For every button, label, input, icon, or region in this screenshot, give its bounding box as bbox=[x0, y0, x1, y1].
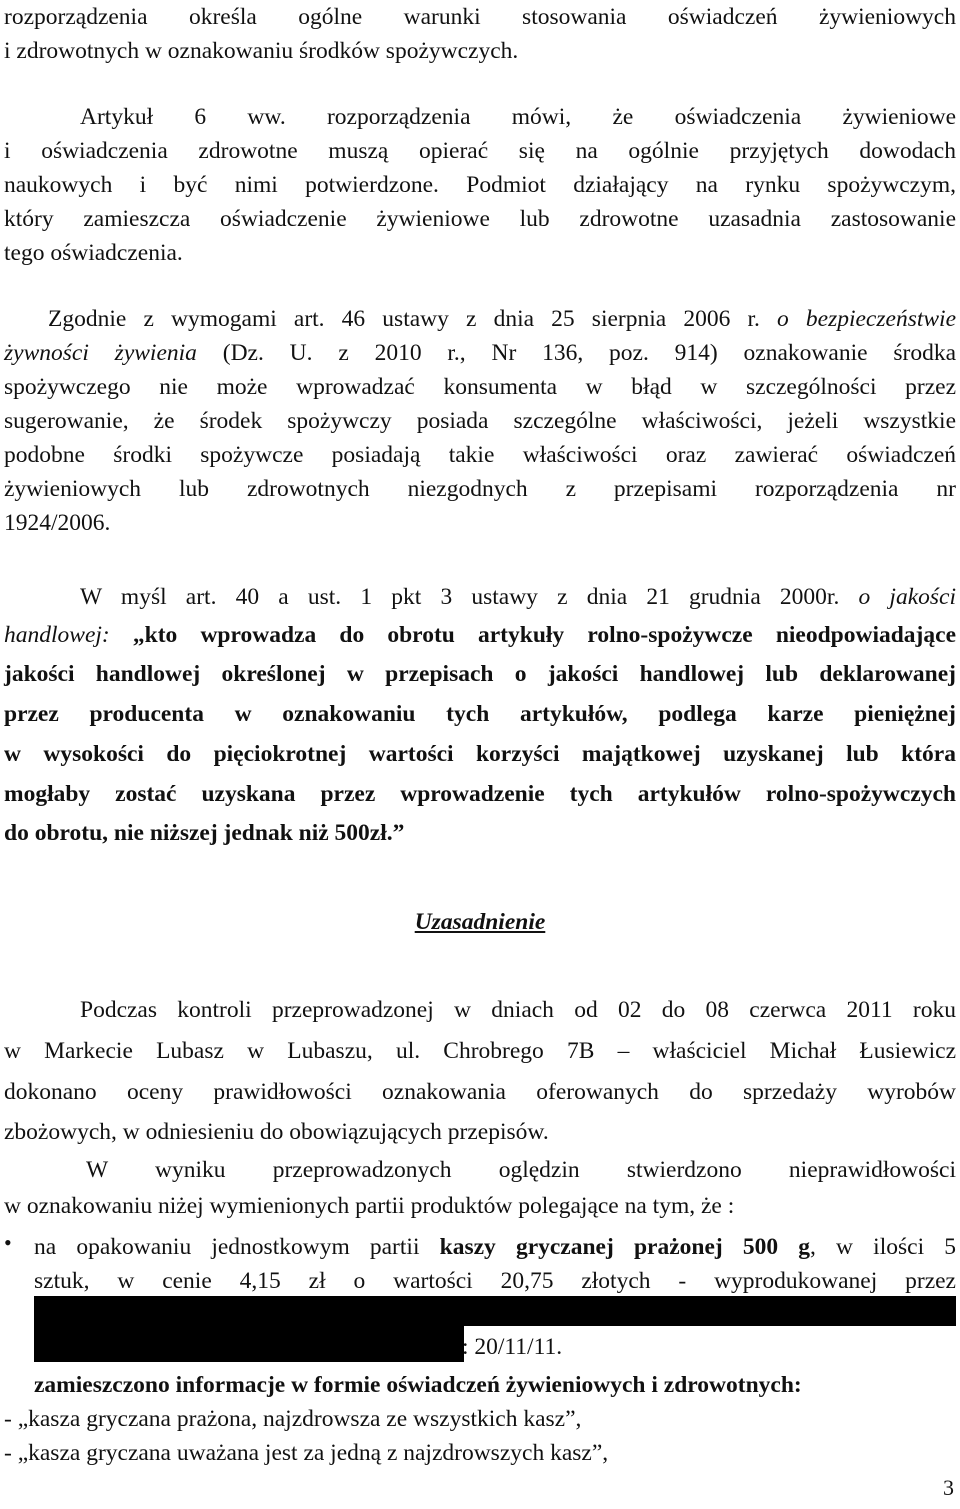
paragraph-line: dokonano oceny prawidłowości oznakowania oferowanych do sprzedaży wyrobów bbox=[4, 1079, 956, 1105]
paragraph-line: 1924/2006. bbox=[4, 510, 111, 536]
paragraph-line bbox=[48, 302, 956, 336]
list-item-line bbox=[34, 1230, 956, 1264]
paragraph-line: W wyniku przeprowadzonych oględzin stwierdzono nieprawidłowości bbox=[86, 1157, 956, 1183]
bold-text-run: „kto wprowadza do obrotu artykuły rolno-spożywcze nieodpowiadające bbox=[109, 622, 956, 648]
paragraph-line: tego oświadczenia. bbox=[4, 240, 183, 266]
list-item-line: zamieszczono informacje w formie oświadczeń żywieniowych i zdrowotnych: bbox=[34, 1372, 802, 1398]
paragraph-line: w wysokości do pięciokrotnej wartości korzyści majątkowej uzyskanej lub która bbox=[4, 741, 956, 767]
italic-text-run: handlowej: bbox=[4, 622, 110, 648]
paragraph-line: rozporządzenia określa ogólne warunki stosowania oświadczeń żywieniowych bbox=[4, 4, 956, 30]
section-heading-text: Uzasadnienie bbox=[414, 909, 546, 935]
list-item-line: : 20/11/11. bbox=[462, 1334, 563, 1360]
list-item-line: - „kasza gryczana prażona, najzdrowsza ze wszystkich kasz”, bbox=[4, 1406, 582, 1432]
text-run: , w ilości 5 bbox=[810, 1234, 956, 1260]
paragraph-line bbox=[80, 580, 956, 614]
paragraph-line: Artykuł 6 ww. rozporządzenia mówi, że oświadczenia żywieniowe bbox=[80, 104, 956, 130]
italic-text-run: o bezpieczeństwie bbox=[777, 306, 956, 332]
paragraph-line: w Markecie Lubasz w Lubaszu, ul. Chrobrego 7B – właściciel Michał Łusiewicz bbox=[4, 1038, 956, 1064]
paragraph-line: naukowych i być nimi potwierdzone. Podmiot działający na rynku spożywczym, bbox=[4, 172, 956, 198]
text-run: W myśl art. 40 a ust. 1 pkt 3 ustawy z dnia 21 grudnia 2000r. bbox=[80, 584, 859, 610]
paragraph-line: Podczas kontroli przeprowadzonej w dniach od 02 do 08 czerwca 2011 roku bbox=[80, 997, 956, 1023]
text-run: Zgodnie z wymogami art. 46 ustawy z dnia 25 sierpnia 2006 r. bbox=[48, 306, 778, 332]
bullet-icon: • bbox=[4, 1230, 12, 1255]
italic-text-run: o jakości bbox=[858, 584, 956, 610]
paragraph-line: spożywczego nie może wprowadzać konsumenta w błąd w szczególności przez bbox=[4, 374, 956, 400]
paragraph-line: i oświadczenia zdrowotne muszą opierać się na ogólnie przyjętych dowodach bbox=[4, 138, 956, 164]
page-number: 3 bbox=[943, 1475, 954, 1500]
paragraph-line: i zdrowotnych w oznakowaniu środków spożywczych. bbox=[4, 38, 519, 64]
text-run: (Dz. U. z 2010 r., Nr 136, poz. 914) oznakowanie środka bbox=[196, 340, 956, 366]
paragraph-line: jakości handlowej określonej w przepisach o jakości handlowej lub deklarowanej bbox=[4, 661, 956, 687]
italic-text-run: żywności żywienia bbox=[4, 340, 197, 366]
paragraph-line: podobne środki spożywcze posiadają takie właściwości oraz zawierać oświadczeń bbox=[4, 442, 956, 468]
redaction-bar bbox=[34, 1296, 956, 1326]
list-item-line: - „kasza gryczana uważana jest za jedną z najzdrowszych kasz”, bbox=[4, 1440, 609, 1466]
text-run: na opakowaniu jednostkowym partii bbox=[34, 1234, 440, 1260]
paragraph-line: przez producenta w oznakowaniu tych artykułów, podlega karze pieniężnej bbox=[4, 701, 956, 727]
list-item-line: sztuk, w cenie 4,15 zł o wartości 20,75 złotych - wyprodukowanej przez bbox=[34, 1268, 956, 1294]
paragraph-line: mogłaby zostać uzyskana przez wprowadzenie tych artykułów rolno-spożywczych bbox=[4, 781, 956, 807]
paragraph-line: do obrotu, nie niższej jednak niż 500zł.” bbox=[4, 820, 405, 846]
paragraph-line: w oznakowaniu niżej wymienionych partii produktów polegające na tym, że : bbox=[4, 1193, 735, 1219]
section-heading bbox=[4, 905, 956, 939]
paragraph-line: żywieniowych lub zdrowotnych niezgodnych z przepisami rozporządzenia nr bbox=[4, 476, 956, 502]
paragraph-line bbox=[4, 618, 956, 652]
paragraph-line bbox=[4, 336, 956, 370]
paragraph-line: zbożowych, w odniesieniu do obowiązujących przepisów. bbox=[4, 1119, 549, 1145]
product-name: kaszy gryczanej prażonej 500 g bbox=[439, 1234, 811, 1260]
paragraph-line: sugerowanie, że środek spożywczy posiada szczególne właściwości, jeżeli wszystkie bbox=[4, 408, 956, 434]
paragraph-line: który zamieszcza oświadczenie żywieniowe lub zdrowotne uzasadnia zastosowanie bbox=[4, 206, 956, 232]
redaction-bar bbox=[34, 1326, 464, 1362]
